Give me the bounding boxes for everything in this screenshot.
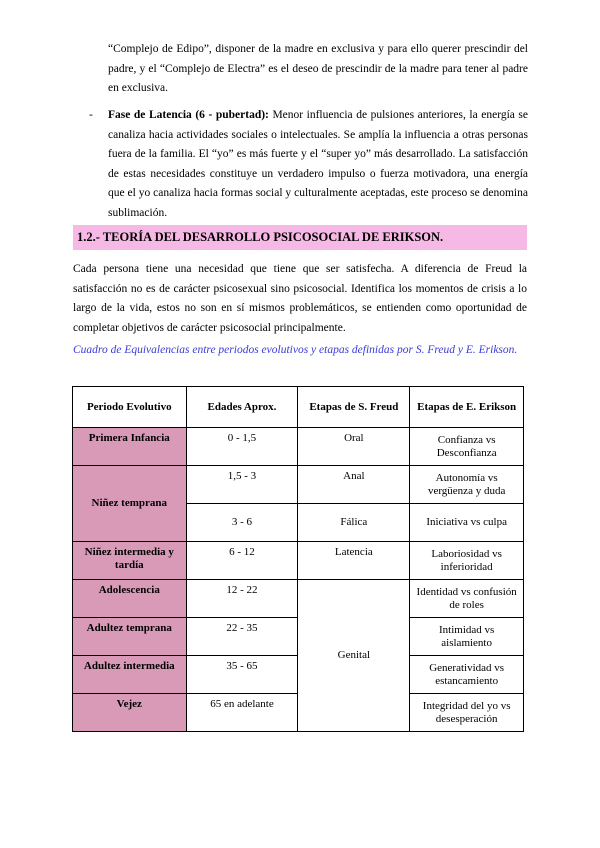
section-heading: 1.2.- TEORÍA DEL DESARROLLO PSICOSOCIAL DE ERIKSON. <box>73 225 527 250</box>
table-header-row <box>73 387 524 428</box>
equivalence-table <box>72 386 524 732</box>
freud-cell: Latencia <box>298 542 410 580</box>
freud-cell: Genital <box>298 580 410 732</box>
period-cell: Adultez temprana <box>73 618 187 656</box>
age-cell: 65 en adelante <box>186 694 298 732</box>
header-cell: Periodo Evolutivo <box>73 387 187 428</box>
intro-paragraph: “Complejo de Edipo”, disponer de la madre en exclusiva y para ello querer prescindir del padre, y el “Complejo de Electra” es el deseo de prescindir de la madre para tener al padre en exclusiva. <box>108 43 528 94</box>
period-cell: Niñez temprana <box>73 466 187 542</box>
bullet-body: Menor influencia de pulsiones anteriores, la energía se canaliza hacia actividades sociales o intelectuales. Se amplía la influencia a otras personas fuera de la familia. El “yo” es más fuerte y el “super yo” más desarrollado. La satisfacción de estas necesidades constituye un verdadero impulso o fuerza motivadora, una energía que el yo canaliza hacia formas social y culturalmente aceptadas, este proceso se denomina sublimación. <box>108 109 528 219</box>
table-row <box>73 542 524 580</box>
section-paragraph: Cada persona tiene una necesidad que tiene que ser satisfecha. A diferencia de Freud la satisfacción no es de carácter psicosexual sino psicosocial. Identifica los momentos de crisis a lo largo de la vida, estos no son en sí mismos problemáticos, se entienden como oportunidad de completar objetivos de carácter psicosocial principalmente. <box>73 263 527 334</box>
erikson-cell: Generatividad vs estancamiento <box>410 656 524 694</box>
erikson-cell: Intimidad vs aislamiento <box>410 618 524 656</box>
erikson-cell: Autonomía vs vergüenza y duda <box>410 466 524 504</box>
freud-cell: Oral <box>298 428 410 466</box>
table-row <box>73 428 524 466</box>
bullet-title: Fase de Latencia (6 - pubertad): <box>108 109 269 121</box>
erikson-cell: Integridad del yo vs desesperación <box>410 694 524 732</box>
age-cell: 35 - 65 <box>186 656 298 694</box>
age-cell: 3 - 6 <box>186 504 298 542</box>
header-cell: Etapas de E. Erikson <box>410 387 524 428</box>
age-cell: 1,5 - 3 <box>186 466 298 504</box>
freud-cell: Fálica <box>298 504 410 542</box>
age-cell: 12 - 22 <box>186 580 298 618</box>
bullet-text <box>108 106 528 223</box>
age-cell: 22 - 35 <box>186 618 298 656</box>
table-caption: Cuadro de Equivalencias entre periodos evolutivos y etapas definidas por S. Freud y E. Erikson. <box>73 344 518 356</box>
table-row <box>73 580 524 618</box>
age-cell: 0 - 1,5 <box>186 428 298 466</box>
header-cell: Etapas de S. Freud <box>298 387 410 428</box>
age-cell: 6 - 12 <box>186 542 298 580</box>
period-cell: Adultez intermedia <box>73 656 187 694</box>
erikson-cell: Iniciativa vs culpa <box>410 504 524 542</box>
table-row <box>73 466 524 504</box>
erikson-cell: Laboriosidad vs inferioridad <box>410 542 524 580</box>
erikson-cell: Confianza vs Desconfianza <box>410 428 524 466</box>
period-cell: Primera Infancia <box>73 428 187 466</box>
erikson-cell: Identidad vs confusión de roles <box>410 580 524 618</box>
period-cell: Vejez <box>73 694 187 732</box>
bullet-dash: - <box>89 109 93 121</box>
period-cell: Adolescencia <box>73 580 187 618</box>
period-cell: Niñez intermedia y tardía <box>73 542 187 580</box>
freud-cell: Anal <box>298 466 410 504</box>
header-cell: Edades Aprox. <box>186 387 298 428</box>
